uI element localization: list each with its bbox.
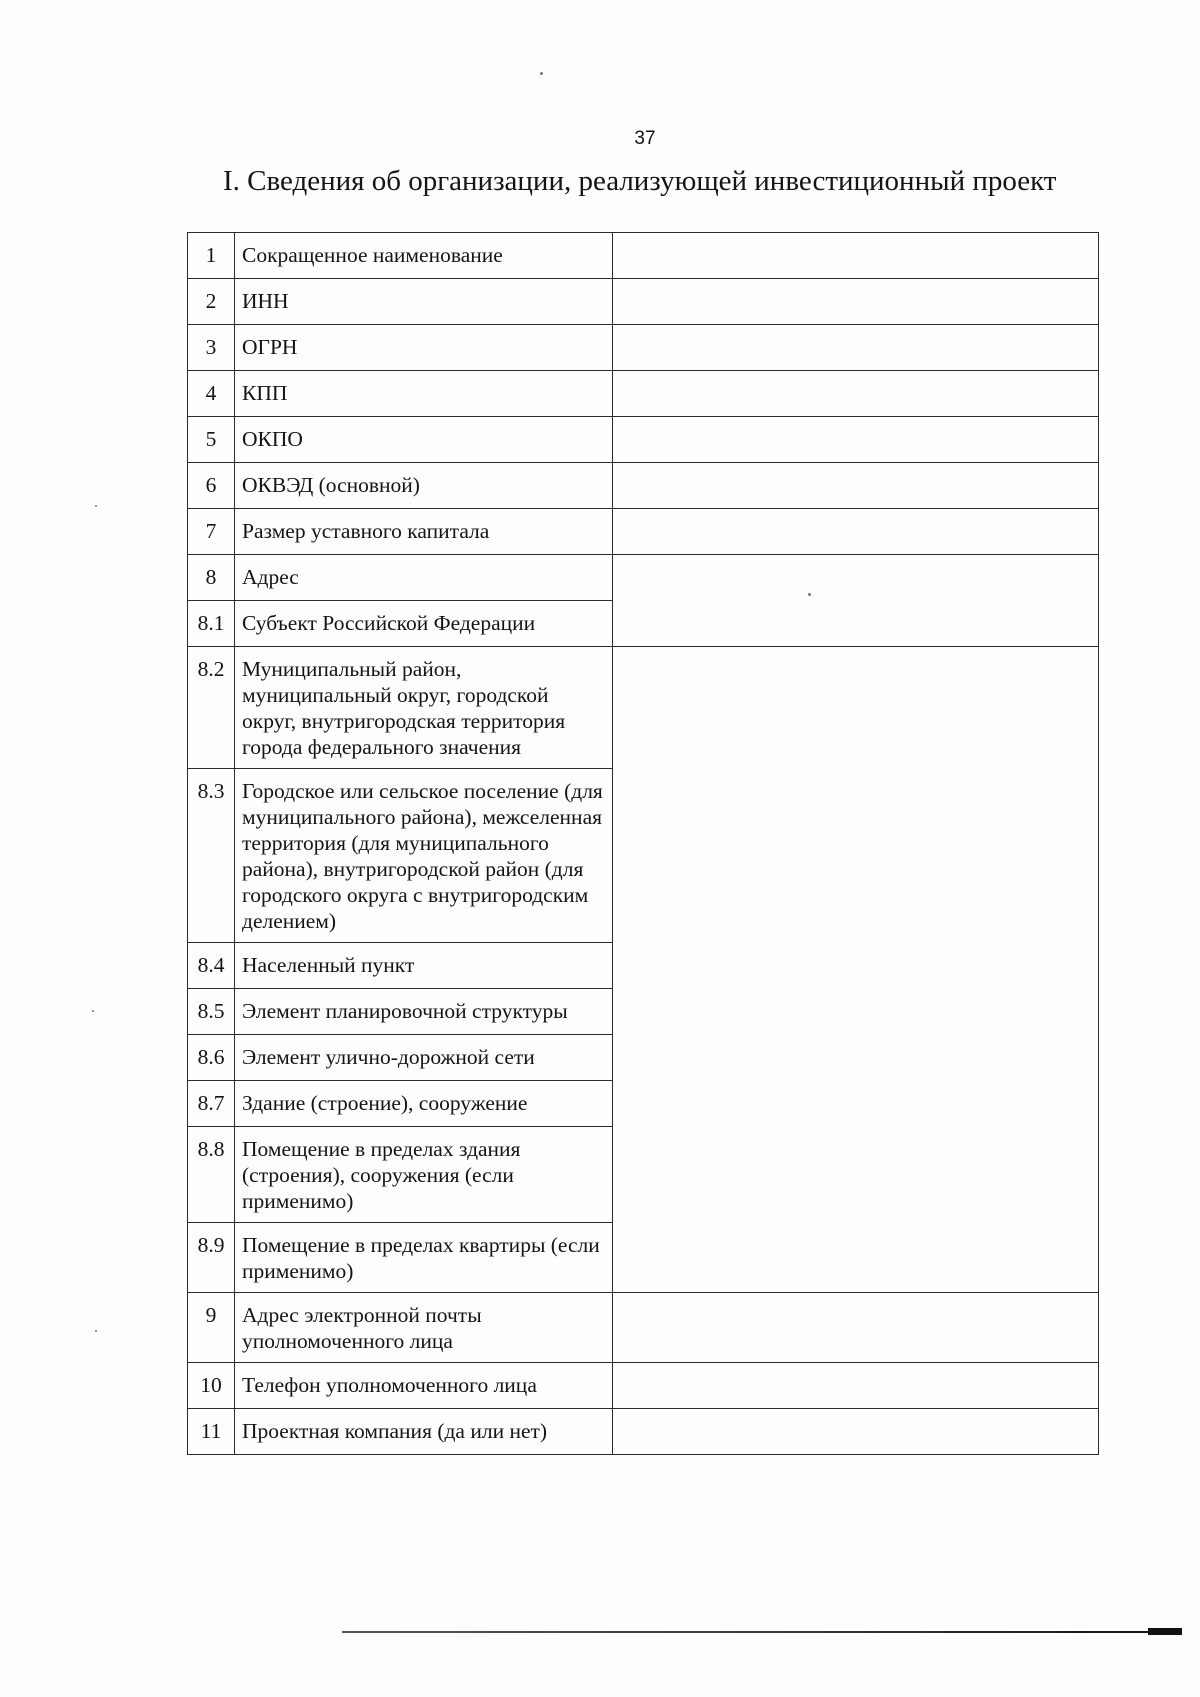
table-row xyxy=(188,279,1099,325)
table-row xyxy=(188,1409,1099,1455)
scan-speck xyxy=(92,1010,94,1012)
table-row xyxy=(188,463,1099,509)
value-cell[interactable] xyxy=(613,325,1099,371)
row-number: 8 xyxy=(188,555,235,601)
row-label: ОКВЭД (основной) xyxy=(235,463,613,509)
row-label: Городское или сельское поселение (для муниципального района), межселенная территория (для муниципального района), внутригородской район (для городского округа с внутригородским делением) xyxy=(235,769,613,943)
row-number: 8.7 xyxy=(188,1081,235,1127)
scan-speck xyxy=(95,1330,97,1332)
row-label: Населенный пункт xyxy=(235,943,613,989)
row-number: 2 xyxy=(188,279,235,325)
row-number: 4 xyxy=(188,371,235,417)
address-value-cell[interactable] xyxy=(613,555,1099,647)
value-cell[interactable] xyxy=(613,233,1099,279)
page-number: 37 xyxy=(634,128,656,149)
organization-info-table xyxy=(187,232,1099,1455)
row-number: 5 xyxy=(188,417,235,463)
page-title: I. Сведения об организации, реализующей инвестиционный проект xyxy=(223,165,1057,197)
value-cell[interactable] xyxy=(613,463,1099,509)
row-label: Помещение в пределах здания (строения), сооружения (если применимо) xyxy=(235,1127,613,1223)
footer-rule-end xyxy=(1148,1628,1182,1635)
table-row xyxy=(188,555,1099,601)
value-cell[interactable] xyxy=(613,1363,1099,1409)
value-cell[interactable] xyxy=(613,1293,1099,1363)
table-row xyxy=(188,509,1099,555)
row-label: Помещение в пределах квартиры (если применимо) xyxy=(235,1223,613,1293)
row-label: Муниципальный район, муниципальный округ, городской округ, внутригородская территория города федерального значения xyxy=(235,647,613,769)
row-number: 8.3 xyxy=(188,769,235,943)
value-cell[interactable] xyxy=(613,417,1099,463)
row-number: 1 xyxy=(188,233,235,279)
row-label: Элемент улично-дорожной сети xyxy=(235,1035,613,1081)
value-cell[interactable] xyxy=(613,1409,1099,1455)
value-cell[interactable] xyxy=(613,371,1099,417)
row-number: 8.2 xyxy=(188,647,235,769)
row-label: Размер уставного капитала xyxy=(235,509,613,555)
table-row xyxy=(188,647,1099,769)
row-number: 10 xyxy=(188,1363,235,1409)
row-label: Сокращенное наименование xyxy=(235,233,613,279)
row-label: Здание (строение), сооружение xyxy=(235,1081,613,1127)
scan-speck xyxy=(95,505,97,507)
row-label: КПП xyxy=(235,371,613,417)
row-label: Субъект Российской Федерации xyxy=(235,601,613,647)
row-number: 8.1 xyxy=(188,601,235,647)
row-label: Адрес электронной почты уполномоченного лица xyxy=(235,1293,613,1363)
table-row xyxy=(188,325,1099,371)
row-label: Элемент планировочной структуры xyxy=(235,989,613,1035)
row-number: 8.6 xyxy=(188,1035,235,1081)
row-number: 9 xyxy=(188,1293,235,1363)
value-cell[interactable] xyxy=(613,509,1099,555)
scan-speck xyxy=(808,593,811,596)
row-number: 7 xyxy=(188,509,235,555)
row-label: ОКПО xyxy=(235,417,613,463)
table-row xyxy=(188,417,1099,463)
row-number: 8.9 xyxy=(188,1223,235,1293)
table-row xyxy=(188,1363,1099,1409)
row-label: Телефон уполномоченного лица xyxy=(235,1363,613,1409)
table-row xyxy=(188,1293,1099,1363)
value-cell[interactable] xyxy=(613,279,1099,325)
row-number: 8.8 xyxy=(188,1127,235,1223)
row-number: 8.4 xyxy=(188,943,235,989)
footer-rule xyxy=(342,1631,1182,1633)
table-row xyxy=(188,371,1099,417)
address-details-value-cell[interactable] xyxy=(613,647,1099,1293)
row-label: Адрес xyxy=(235,555,613,601)
row-label: Проектная компания (да или нет) xyxy=(235,1409,613,1455)
table-row xyxy=(188,233,1099,279)
row-number: 6 xyxy=(188,463,235,509)
row-label: ИНН xyxy=(235,279,613,325)
row-label: ОГРН xyxy=(235,325,613,371)
scan-speck xyxy=(540,72,543,75)
row-number: 3 xyxy=(188,325,235,371)
row-number: 8.5 xyxy=(188,989,235,1035)
row-number: 11 xyxy=(188,1409,235,1455)
